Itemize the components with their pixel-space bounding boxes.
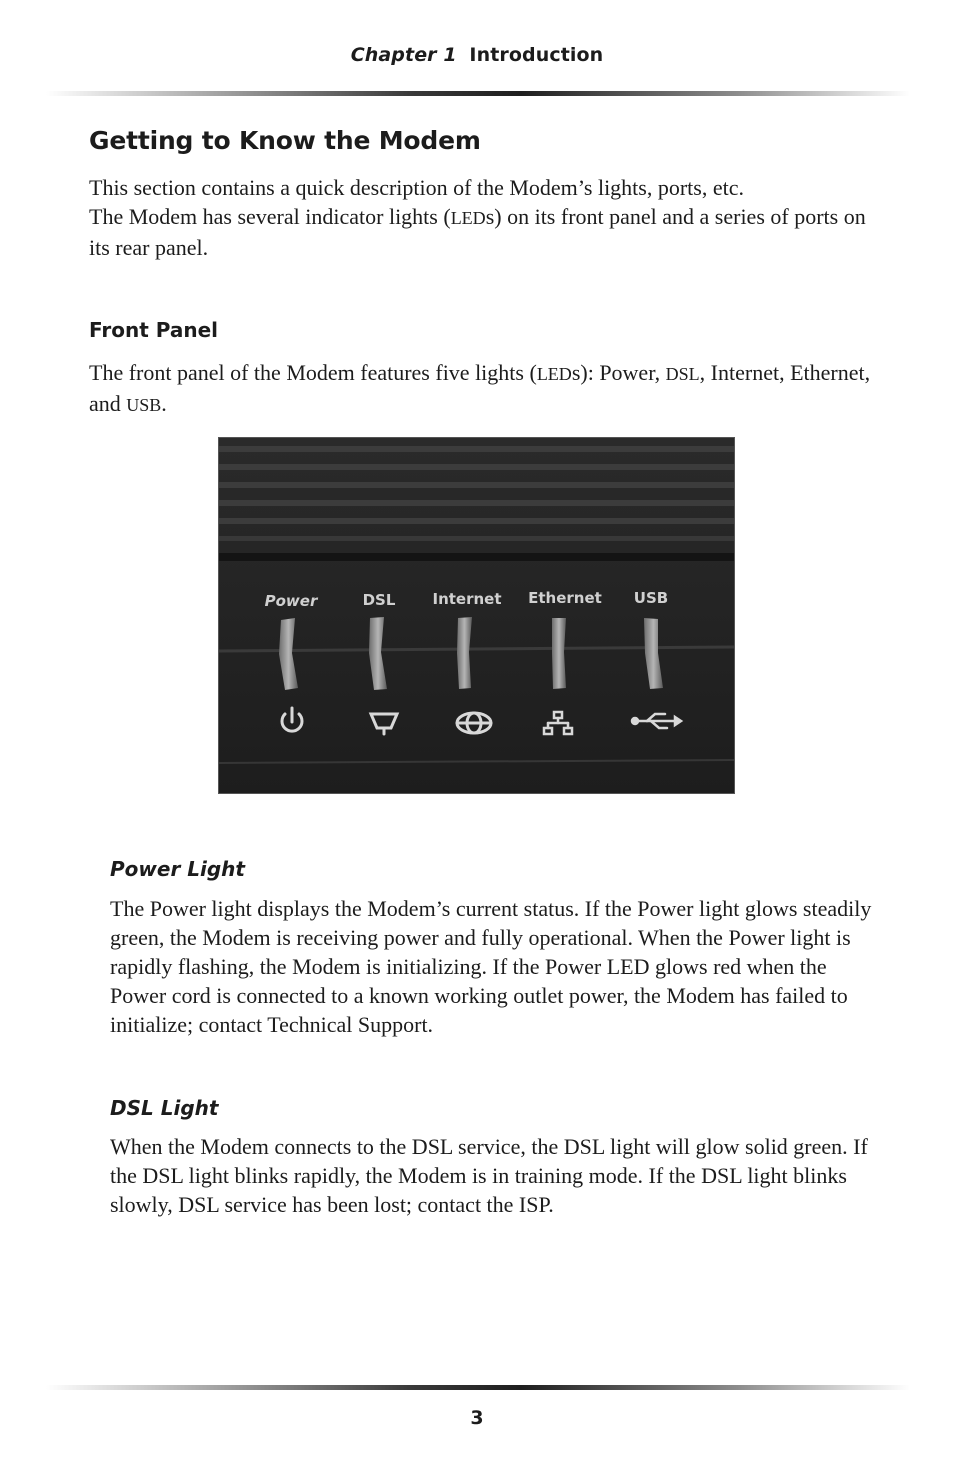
page-number: 3	[470, 1407, 484, 1429]
intro-paragraph	[89, 173, 879, 262]
footer-rule	[46, 1385, 910, 1390]
front-panel-text-d: .	[161, 391, 167, 416]
running-header	[0, 44, 954, 66]
led-label-ethernet: Ethernet	[528, 589, 602, 607]
front-panel-paragraph	[89, 358, 879, 420]
header-rule	[46, 91, 910, 96]
section-title: Getting to Know the Modem	[89, 126, 481, 155]
power-light-paragraph: The Power light displays the Modem’s current status. If the Power light glows steadily green, the Modem is receiving power and fully operational. When the Power light is rapidly flashing, the Modem is initializing. If the Power LED glows red when the Power cord is connected to a known working outlet power, the Modem has failed to initialize; contact Technical Support.	[110, 896, 872, 1037]
front-panel-heading: Front Panel	[89, 318, 219, 342]
intro-led-abbrev: LED	[450, 208, 486, 228]
front-panel-led-abbrev: LED	[536, 364, 572, 384]
power-light-heading: Power Light	[110, 857, 245, 881]
front-panel-usb-abbrev: USB	[126, 395, 162, 415]
led-label-power: Power	[264, 592, 318, 610]
dsl-light-heading: DSL Light	[110, 1096, 219, 1120]
front-panel-text-b: s): Power,	[571, 360, 666, 385]
intro-line-2a: The Modem has several indicator lights (	[89, 204, 451, 229]
front-panel-text-a: The front panel of the Modem features five lights (	[89, 360, 537, 385]
intro-line-1: This section contains a quick description of the Modem’s lights, ports, etc.	[89, 175, 744, 200]
chapter-label: Chapter 1	[350, 44, 457, 66]
front-panel-dsl-abbrev: DSL	[665, 364, 700, 384]
chapter-title: Introduction	[469, 44, 604, 66]
led-label-dsl: DSL	[362, 591, 396, 609]
led-label-usb: USB	[633, 589, 669, 607]
dsl-light-paragraph: When the Modem connects to the DSL service, the DSL light will glow solid green. If the DSL light blinks rapidly, the Modem is in training mode. If the DSL light blinks slowly, DSL service has been lost; contact the ISP.	[110, 1134, 868, 1217]
led-ethernet	[552, 618, 566, 689]
led-label-internet: Internet	[432, 590, 502, 608]
front-panel-text-c: , Internet, Ethernet, and	[89, 360, 871, 416]
modem-front-panel-photo	[218, 437, 735, 794]
intro-line-2b: s) on its front panel and a series of ports on its rear panel.	[89, 204, 866, 260]
